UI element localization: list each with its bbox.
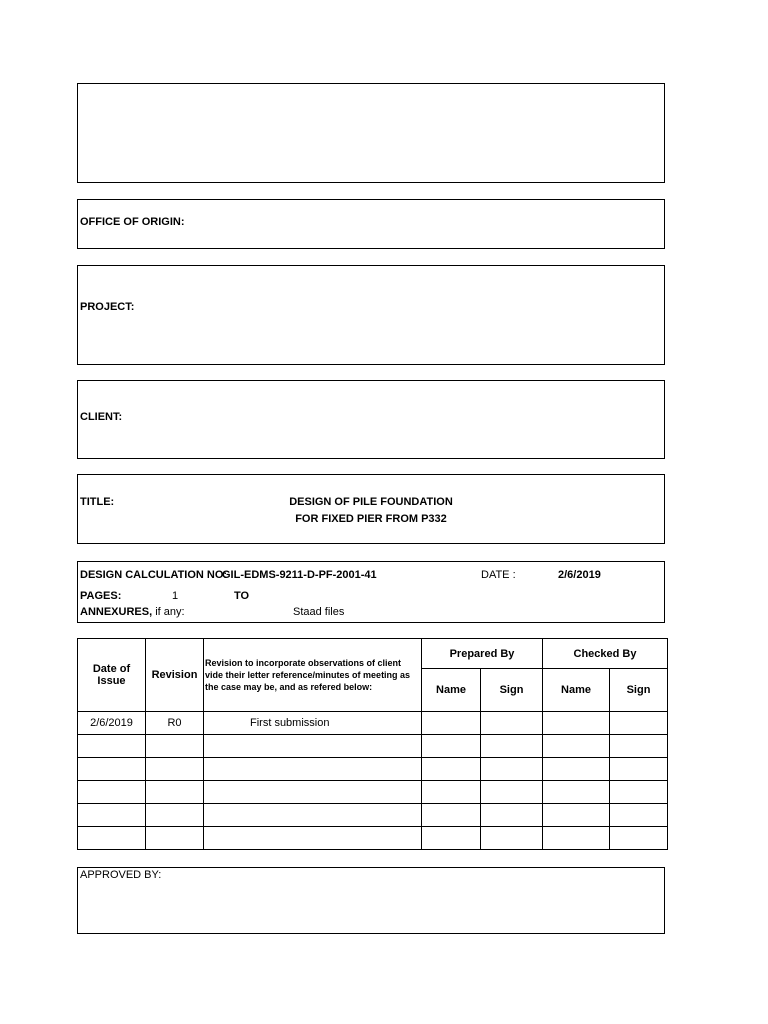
approved-by-box	[77, 867, 665, 934]
project-box	[77, 265, 665, 365]
date-value: 2/6/2019	[558, 569, 601, 581]
table-row	[78, 712, 668, 735]
pages-label: PAGES:	[80, 590, 122, 602]
design-calc-label: DESIGN CALCULATION NO:	[80, 569, 228, 581]
prepared-by-header: Prepared By	[422, 639, 543, 669]
title-line-2: FOR FIXED PIER FROM P332	[295, 513, 447, 525]
pages-from: 1	[172, 590, 179, 602]
revision-description-header: Revision to incorporate observations of client vide their letter reference/minutes of meeting as the case may be, and as refered below:	[204, 639, 422, 712]
header-box	[77, 83, 665, 183]
checked-by-header: Checked By	[543, 639, 668, 669]
client-label: CLIENT:	[80, 411, 123, 423]
office-of-origin-box	[77, 199, 665, 249]
title-label: TITLE:	[80, 496, 115, 508]
row-date: 2/6/2019	[78, 712, 146, 735]
table-row	[78, 781, 668, 804]
approved-by-label: APPROVED BY:	[80, 869, 162, 881]
checked-sign-header: Sign	[610, 669, 668, 712]
annexures-label: ANNEXURES,	[80, 606, 153, 618]
row-description: First submission	[204, 712, 422, 735]
table-row	[78, 804, 668, 827]
annexures-value: Staad files	[293, 606, 345, 618]
design-calculation-box	[77, 561, 665, 623]
checked-name-header: Name	[543, 669, 610, 712]
table-row	[78, 758, 668, 781]
design-calc-number: GIL-EDMS-9211-D-PF-2001-41	[222, 569, 377, 581]
prepared-sign-header: Sign	[481, 669, 543, 712]
title-box	[77, 474, 665, 544]
table-row	[78, 827, 668, 850]
table-row	[78, 735, 668, 758]
revision-header: Revision	[146, 639, 204, 712]
date-label: DATE :	[481, 569, 516, 581]
date-of-issue-header: Date of Issue	[78, 639, 146, 712]
pages-to: TO	[234, 590, 250, 602]
office-of-origin-label: OFFICE OF ORIGIN:	[80, 216, 185, 228]
row-revision: R0	[146, 712, 204, 735]
annexures-suffix: if any:	[155, 606, 185, 618]
revision-table	[77, 638, 668, 850]
annexures-row	[80, 606, 185, 618]
title-line-1: DESIGN OF PILE FOUNDATION	[289, 496, 453, 508]
client-box	[77, 380, 665, 459]
project-label: PROJECT:	[80, 301, 135, 313]
prepared-name-header: Name	[422, 669, 481, 712]
